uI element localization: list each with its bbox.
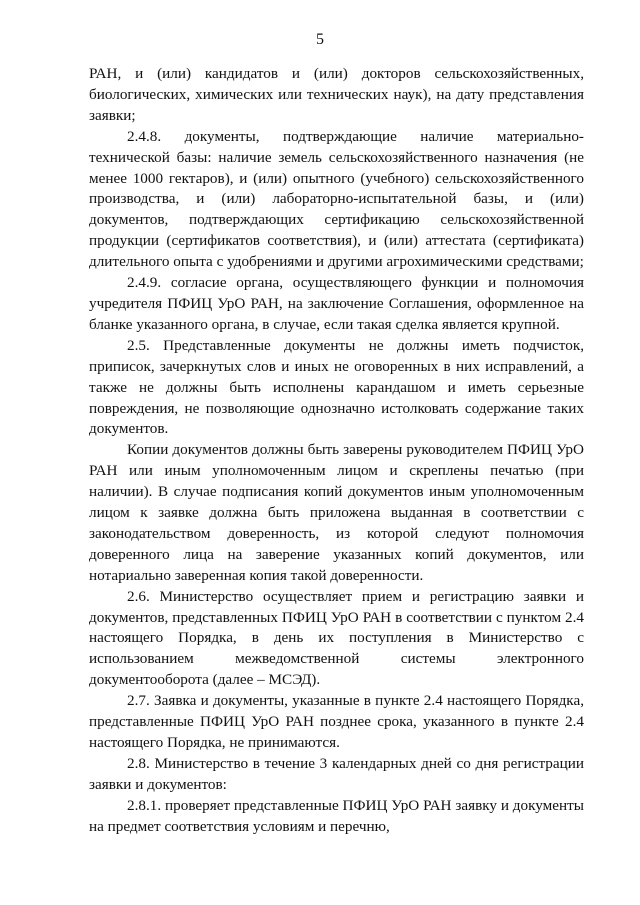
document-body <box>89 64 584 838</box>
paragraph-2-6: 2.6. Министерство осуществляет прием и регистрацию заявки и документов, представленных ПФИЦ УрО РАН в соответствии с пунктом 2.4 настоящего Порядка, в день их поступления в Министерство с использованием межведомственной системы электронного документооборота (далее – МСЭД). <box>89 587 584 689</box>
paragraph-2-8: 2.8. Министерство в течение 3 календарных дней со дня регистрации заявки и документов: <box>89 754 584 793</box>
paragraph-2-4-9: 2.4.9. согласие органа, осуществляющего функции и полномочия учредителя ПФИЦ УрО РАН, на заключение Соглашения, оформленное на бланке указанного органа, в случае, если такая сделка является крупной. <box>89 274 584 333</box>
paragraph-copies: Копии документов должны быть заверены руководителем ПФИЦ УрО РАН или иным уполномоченным лицом и скреплены печатью (при наличии). В случае подписания копий документов иным уполномоченным лицом к заявке должна быть приложена выданная в соответствии с законодательством доверенность, из которой следуют полномочия доверенного лица на заверение указанных копий документов, или нотариально заверенная копия такой доверенности. <box>89 441 584 584</box>
paragraph-2-8-1: 2.8.1. проверяет представленные ПФИЦ УрО РАН заявку и документы на предмет соответствия условиям и перечню, <box>89 796 584 835</box>
paragraph-continuation: РАН, и (или) кандидатов и (или) докторов сельскохозяйственных, биологических, химических или технических наук), на дату представления заявки; <box>89 65 584 124</box>
paragraph-2-5: 2.5. Представленные документы не должны иметь подчисток, приписок, зачеркнутых слов и иных не оговоренных в них исправлений, а также не должны быть исполнены карандашом и иметь серьезные повреждения, не позволяющие однозначно истолковать содержание таких документов. <box>89 336 584 438</box>
paragraph-2-7: 2.7. Заявка и документы, указанные в пункте 2.4 настоящего Порядка, представленные ПФИЦ УрО РАН позднее срока, указанного в пункте 2.4 настоящего Порядка, не принимаются. <box>89 692 584 751</box>
paragraph-2-4-8: 2.4.8. документы, подтверждающие наличие материально-технической базы: наличие земель сельскохозяйственного назначения (не менее 1000 гектаров), и (или) опытного (учебного) сельскохозяйственного производства, и (или) лабораторно-испытательной базы, и (или) документов, подтверждающих сертификацию сельскохозяйственной продукции (сертификатов соответствия), и (или) аттестата (сертификата) длительного опыта с удобрениями и другими агрохимическими средствами; <box>89 127 584 271</box>
page-number: 5 <box>316 31 324 48</box>
